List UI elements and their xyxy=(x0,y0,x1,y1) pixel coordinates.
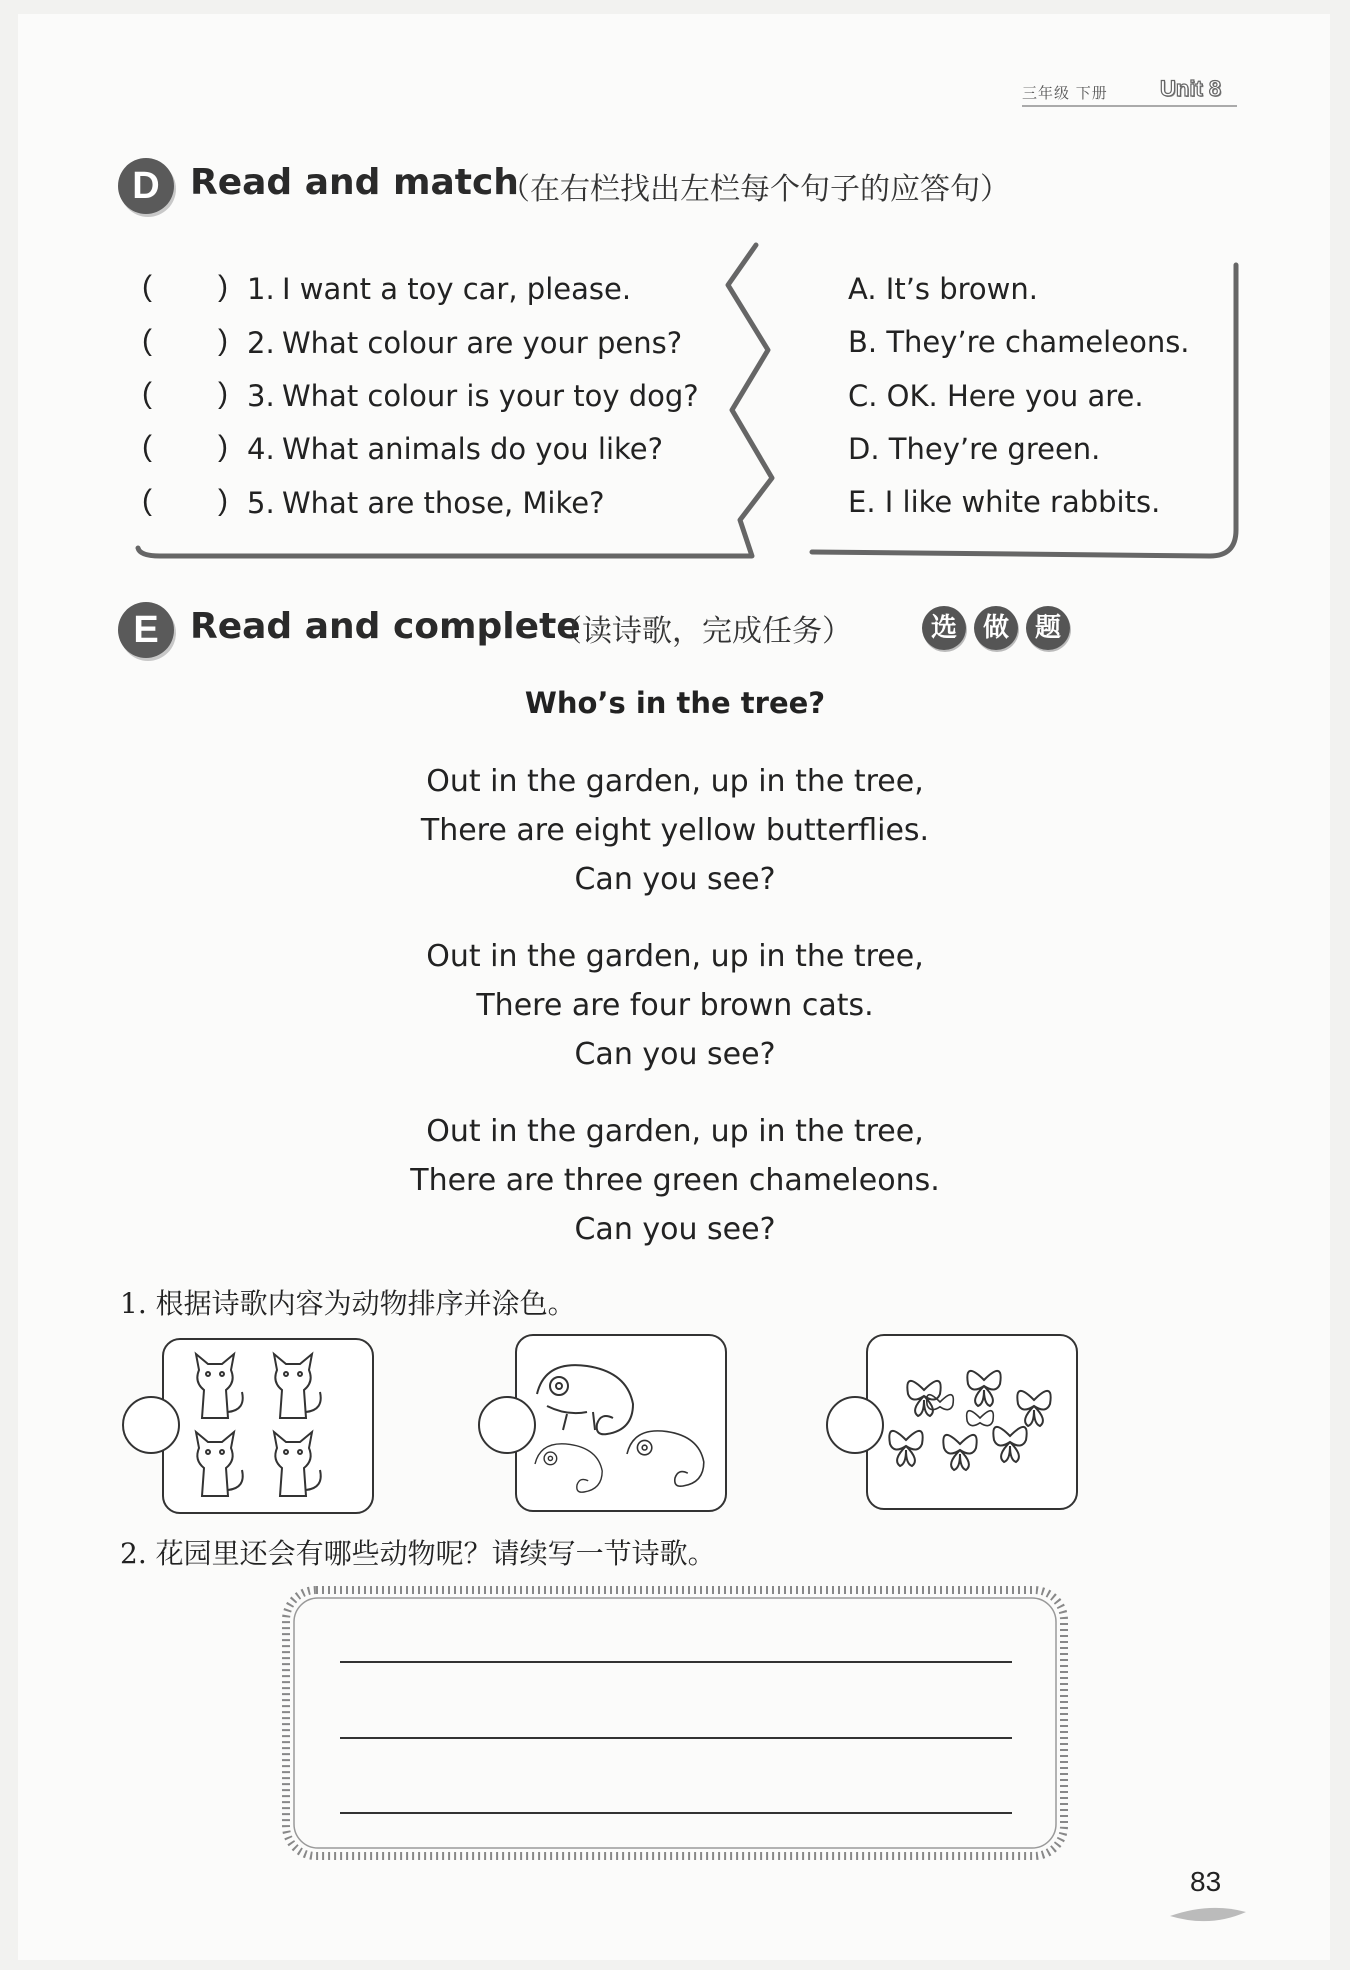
section-e-title: Read and complete xyxy=(190,606,581,647)
answer-blank[interactable] xyxy=(155,377,213,413)
question-text: What colour is your toy dog? xyxy=(282,379,699,413)
poem-line: There are eight yellow butterflies. xyxy=(420,813,930,848)
answer-bracket-close: ) xyxy=(218,270,228,303)
poem-line: Out in the garden, up in the tree, xyxy=(426,939,924,974)
poem-line: There are three green chameleons. xyxy=(410,1163,940,1198)
poem-title: Who’s in the tree? xyxy=(524,686,826,720)
answer-option: D. They’re green. xyxy=(848,432,1101,466)
poem-line: There are four brown cats. xyxy=(476,988,874,1023)
question-number: 2. xyxy=(247,326,275,360)
answer-blank[interactable] xyxy=(155,270,213,306)
page-number: 83 xyxy=(1190,1866,1222,1897)
optional-badge-2: 做 xyxy=(974,606,1018,650)
question-number: 4. xyxy=(247,432,275,466)
answer-bracket-close: ) xyxy=(218,324,228,357)
poem-line: Out in the garden, up in the tree, xyxy=(426,1114,924,1149)
answer-bracket-open: ( xyxy=(142,484,152,517)
answer-option: A. It’s brown. xyxy=(848,272,1038,306)
answer-bracket-close: ) xyxy=(218,484,228,517)
section-d-instruction: （在右栏找出左栏每个句子的应答句） xyxy=(500,172,1010,207)
cat-icon xyxy=(164,1340,372,1512)
answer-blank[interactable] xyxy=(155,324,213,360)
question-text: I want a toy car, please. xyxy=(282,272,632,306)
question-number: 3. xyxy=(247,379,275,413)
page-corner-decoration xyxy=(1170,1898,1250,1928)
task-1-instruction: 1. 根据诗歌内容为动物排序并涂色。 xyxy=(120,1287,576,1320)
optional-badge-3: 题 xyxy=(1026,606,1070,650)
writing-line[interactable] xyxy=(340,1661,1012,1663)
section-d-title: Read and match xyxy=(190,162,519,203)
answer-bracket-open: ( xyxy=(142,270,152,303)
task-2-instruction: 2. 花园里还会有哪些动物呢？请续写一节诗歌。 xyxy=(120,1537,716,1570)
answer-blank[interactable] xyxy=(155,430,213,466)
poem-line: Out in the garden, up in the tree, xyxy=(426,764,924,799)
cats-picture-box[interactable] xyxy=(162,1338,374,1514)
answer-bracket-close: ) xyxy=(218,377,228,410)
section-e-instruction: （读诗歌，完成任务） xyxy=(552,614,852,649)
grade-label: 三年级 下册 xyxy=(1022,84,1108,102)
poem-line: Can you see? xyxy=(574,1212,776,1247)
answer-bracket-open: ( xyxy=(142,430,152,463)
optional-badge-1: 选 xyxy=(922,606,966,650)
answer-blank[interactable] xyxy=(155,484,213,520)
unit-label: Unit 8 xyxy=(1160,76,1222,101)
writing-frame xyxy=(280,1584,1070,1862)
chameleon-icon xyxy=(517,1336,725,1510)
butterflies-picture-box[interactable] xyxy=(866,1334,1078,1510)
answer-option: E. I like white rabbits. xyxy=(848,485,1161,519)
order-circle-chameleons[interactable] xyxy=(478,1396,536,1454)
writing-line[interactable] xyxy=(340,1812,1012,1814)
section-d-badge: D xyxy=(118,158,174,214)
writing-line[interactable] xyxy=(340,1737,1012,1739)
poem-line: Can you see? xyxy=(574,862,776,897)
question-text: What colour are your pens? xyxy=(282,326,683,360)
question-number: 5. xyxy=(247,486,275,520)
order-circle-cats[interactable] xyxy=(122,1396,180,1454)
answer-bracket-close: ) xyxy=(218,430,228,463)
chameleons-picture-box[interactable] xyxy=(515,1334,727,1512)
poem-line: Can you see? xyxy=(574,1037,776,1072)
answer-option: B. They’re chameleons. xyxy=(848,325,1190,359)
butterfly-icon xyxy=(868,1336,1076,1508)
order-circle-butterflies[interactable] xyxy=(826,1396,884,1454)
answer-bracket-open: ( xyxy=(142,324,152,357)
question-number: 1. xyxy=(247,272,275,306)
answer-option: C. OK. Here you are. xyxy=(848,379,1144,413)
question-text: What animals do you like? xyxy=(282,432,664,466)
question-text: What are those, Mike? xyxy=(282,486,605,520)
section-e-badge: E xyxy=(118,602,174,658)
answer-bracket-open: ( xyxy=(142,377,152,410)
